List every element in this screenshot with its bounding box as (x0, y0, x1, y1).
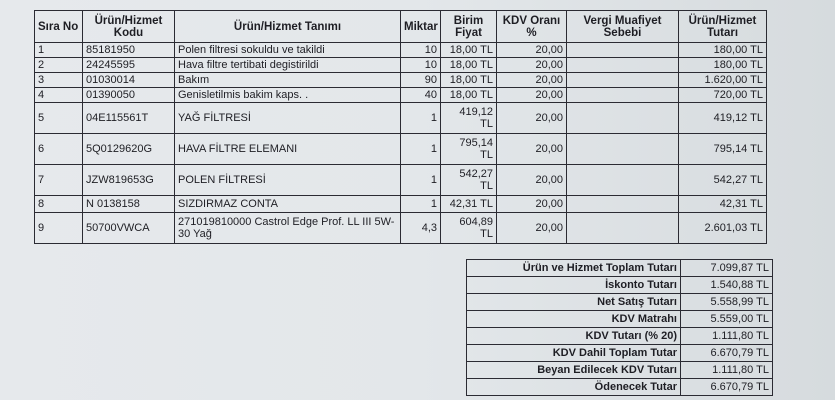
table-row (35, 58, 767, 73)
cell-kod: 01390050 (83, 88, 175, 103)
totals-row (467, 260, 773, 277)
cell-miktar: 4,3 (401, 213, 441, 244)
totals-label: KDV Tutarı (% 20) (467, 328, 681, 345)
totals-value: 6.670,79 TL (681, 379, 773, 396)
cell-tanim: POLEN FİLTRESİ (175, 165, 401, 196)
cell-kdv: 20,00 (497, 88, 567, 103)
cell-no: 1 (35, 43, 83, 58)
cell-tanim: SIZDIRMAZ CONTA (175, 196, 401, 213)
header-birim-fiyat: Birim Fiyat (441, 11, 497, 43)
cell-birim-fiyat: 18,00 TL (441, 73, 497, 88)
cell-no: 9 (35, 213, 83, 244)
cell-kdv: 20,00 (497, 196, 567, 213)
header-tutar: Ürün/Hizmet Tutarı (679, 11, 767, 43)
cell-birim-fiyat: 542,27 TL (441, 165, 497, 196)
table-row (35, 134, 767, 165)
header-sira-no: Sıra No (35, 11, 83, 43)
cell-tutar: 795,14 TL (679, 134, 767, 165)
table-row (35, 213, 767, 244)
cell-muafiyet (567, 43, 679, 58)
cell-no: 2 (35, 58, 83, 73)
cell-tanim: Genisletilmis bakim kaps. . (175, 88, 401, 103)
cell-kod: 04E115561T (83, 103, 175, 134)
cell-birim-fiyat: 18,00 TL (441, 58, 497, 73)
cell-tutar: 180,00 TL (679, 58, 767, 73)
cell-kdv: 20,00 (497, 43, 567, 58)
cell-tutar: 1.620,00 TL (679, 73, 767, 88)
cell-miktar: 1 (401, 196, 441, 213)
totals-value: 1.540,88 TL (681, 277, 773, 294)
cell-birim-fiyat: 419,12 TL (441, 103, 497, 134)
header-tanim: Ürün/Hizmet Tanımı (175, 11, 401, 43)
cell-tanim: Bakım (175, 73, 401, 88)
header-kdv-orani: KDV Oranı % (497, 11, 567, 43)
cell-no: 8 (35, 196, 83, 213)
items-header-row (35, 11, 767, 43)
cell-muafiyet (567, 58, 679, 73)
table-row (35, 43, 767, 58)
cell-birim-fiyat: 795,14 TL (441, 134, 497, 165)
cell-kod: JZW819653G (83, 165, 175, 196)
table-row (35, 88, 767, 103)
cell-birim-fiyat: 18,00 TL (441, 88, 497, 103)
cell-no: 7 (35, 165, 83, 196)
cell-birim-fiyat: 42,31 TL (441, 196, 497, 213)
totals-row (467, 277, 773, 294)
invoice-items-table (34, 10, 767, 244)
cell-kdv: 20,00 (497, 134, 567, 165)
cell-tutar: 180,00 TL (679, 43, 767, 58)
cell-muafiyet (567, 88, 679, 103)
cell-no: 6 (35, 134, 83, 165)
totals-value: 5.558,99 TL (681, 294, 773, 311)
table-row (35, 165, 767, 196)
header-miktar: Miktar (401, 11, 441, 43)
cell-muafiyet (567, 213, 679, 244)
totals-label: Net Satış Tutarı (467, 294, 681, 311)
cell-muafiyet (567, 103, 679, 134)
cell-tanim: Polen filtresi sokuldu ve takildi (175, 43, 401, 58)
cell-kod: 50700VWCA (83, 213, 175, 244)
cell-birim-fiyat: 604,89 TL (441, 213, 497, 244)
cell-miktar: 1 (401, 165, 441, 196)
totals-label: Ödenecek Tutar (467, 379, 681, 396)
table-row (35, 73, 767, 88)
header-muafiyet: Vergi Muafiyet Sebebi (567, 11, 679, 43)
totals-value: 6.670,79 TL (681, 345, 773, 362)
cell-miktar: 10 (401, 43, 441, 58)
cell-tutar: 720,00 TL (679, 88, 767, 103)
totals-label: Ürün ve Hizmet Toplam Tutarı (467, 260, 681, 277)
totals-row (467, 345, 773, 362)
cell-muafiyet (567, 165, 679, 196)
cell-kdv: 20,00 (497, 213, 567, 244)
totals-label: İskonto Tutarı (467, 277, 681, 294)
cell-miktar: 10 (401, 58, 441, 73)
totals-row (467, 379, 773, 396)
cell-tutar: 419,12 TL (679, 103, 767, 134)
cell-no: 5 (35, 103, 83, 134)
totals-value: 7.099,87 TL (681, 260, 773, 277)
totals-label: KDV Dahil Toplam Tutar (467, 345, 681, 362)
cell-kdv: 20,00 (497, 73, 567, 88)
cell-birim-fiyat: 18,00 TL (441, 43, 497, 58)
cell-kod: 85181950 (83, 43, 175, 58)
cell-tutar: 542,27 TL (679, 165, 767, 196)
cell-tanim: HAVA FİLTRE ELEMANI (175, 134, 401, 165)
cell-kod: N 0138158 (83, 196, 175, 213)
totals-row (467, 328, 773, 345)
cell-kod: 01030014 (83, 73, 175, 88)
cell-miktar: 1 (401, 103, 441, 134)
totals-value: 5.559,00 TL (681, 311, 773, 328)
cell-no: 3 (35, 73, 83, 88)
table-row (35, 103, 767, 134)
cell-tutar: 2.601,03 TL (679, 213, 767, 244)
cell-kdv: 20,00 (497, 165, 567, 196)
cell-tanim: Hava filtre tertibati degistirildi (175, 58, 401, 73)
totals-label: Beyan Edilecek KDV Tutarı (467, 362, 681, 379)
cell-muafiyet (567, 73, 679, 88)
invoice-totals-table (466, 259, 773, 396)
totals-value: 1.111,80 TL (681, 328, 773, 345)
totals-row (467, 362, 773, 379)
cell-miktar: 40 (401, 88, 441, 103)
cell-kdv: 20,00 (497, 103, 567, 134)
totals-label: KDV Matrahı (467, 311, 681, 328)
cell-no: 4 (35, 88, 83, 103)
cell-muafiyet (567, 134, 679, 165)
cell-kod: 5Q0129620G (83, 134, 175, 165)
cell-tanim: 271019810000 Castrol Edge Prof. LL III 5W-30 Yağ (175, 213, 401, 244)
cell-tanim: YAĞ FİLTRESİ (175, 103, 401, 134)
table-row (35, 196, 767, 213)
totals-row (467, 311, 773, 328)
totals-value: 1.111,80 TL (681, 362, 773, 379)
header-kod: Ürün/Hizmet Kodu (83, 11, 175, 43)
cell-miktar: 1 (401, 134, 441, 165)
cell-muafiyet (567, 196, 679, 213)
cell-tutar: 42,31 TL (679, 196, 767, 213)
cell-kdv: 20,00 (497, 58, 567, 73)
cell-miktar: 90 (401, 73, 441, 88)
totals-row (467, 294, 773, 311)
cell-kod: 24245595 (83, 58, 175, 73)
